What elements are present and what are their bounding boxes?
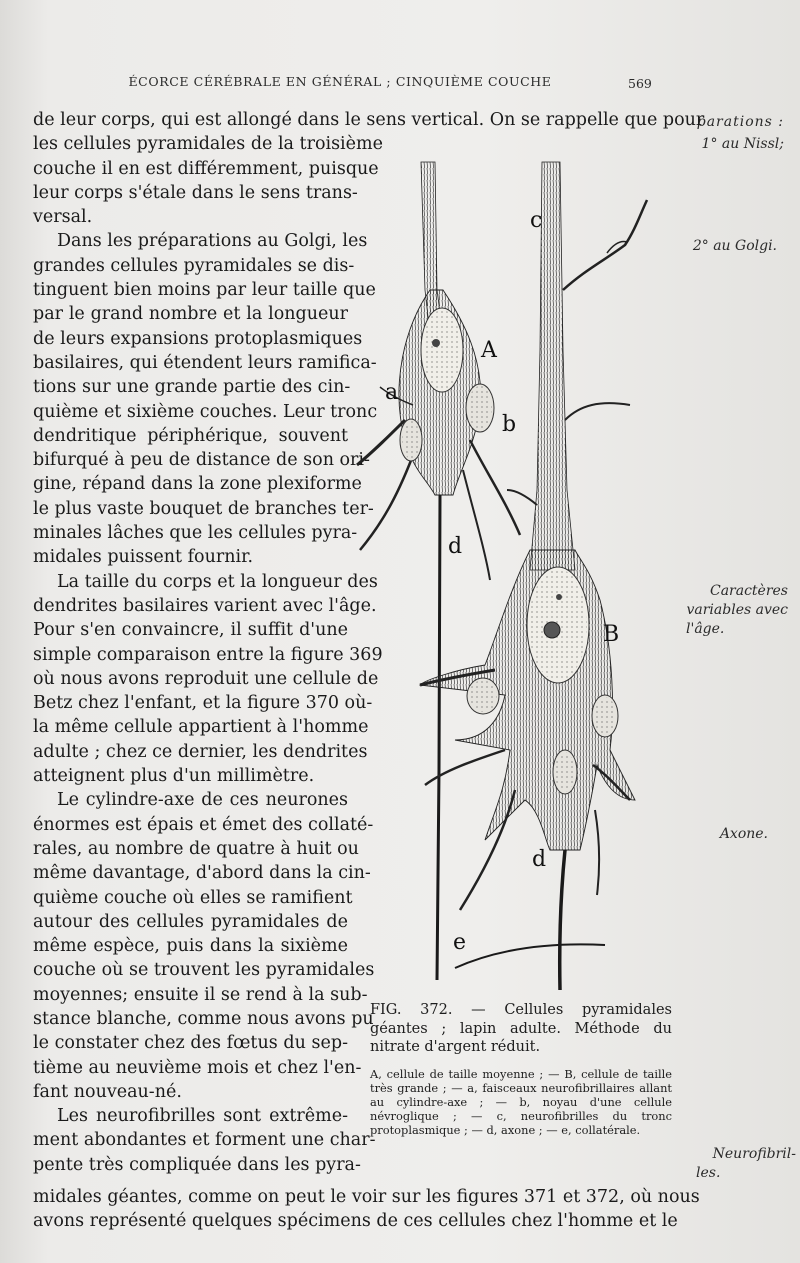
cell-b-axon bbox=[560, 850, 565, 990]
text-line: moyennes; ensuite il se rend à la sub- bbox=[33, 984, 368, 1005]
text-line: ment abondantes et forment une char- bbox=[33, 1130, 376, 1151]
margin-note-caracteres bbox=[672, 582, 788, 639]
text-line: couche où se trouvent les pyramidales bbox=[33, 960, 375, 981]
text-line: où nous avons reproduit une cellule de bbox=[33, 668, 379, 689]
text-line: Le cylindre-axe de ces neurones bbox=[57, 790, 348, 811]
margin-note-axone: Axone. bbox=[719, 826, 768, 842]
text-line: autour des cellules pyramidales de bbox=[33, 911, 348, 932]
text-line: bifurqué à peu de distance de son ori- bbox=[33, 450, 370, 471]
label-e: e bbox=[453, 930, 467, 955]
label-d-lower: d bbox=[532, 847, 547, 872]
text-line: Betz chez l'enfant, et la figure 370 où- bbox=[33, 693, 373, 714]
margin-note-nissl: 1° au Nissl; bbox=[701, 136, 784, 152]
text-line: énormes est épais et émet des collaté- bbox=[33, 814, 374, 835]
text-line: adulte ; chez ce dernier, les dendrites bbox=[33, 741, 368, 762]
text-line: le plus vaste bouquet de branches ter- bbox=[33, 498, 374, 519]
text-line: pente très compliquée dans les pyra- bbox=[33, 1154, 361, 1175]
text-line: couche il en est différemment, puisque bbox=[33, 158, 379, 179]
cell-b-branch bbox=[565, 403, 630, 420]
text-line: de leurs expansions protoplasmiques bbox=[33, 328, 363, 349]
text-line: dendrites basilaires varient avec l'âge. bbox=[33, 595, 377, 616]
text-line: tinguent bien moins par leur taille que bbox=[33, 280, 376, 301]
text-line: tions sur une grande partie des cin- bbox=[33, 377, 351, 398]
figure-372-illustration bbox=[345, 150, 675, 1000]
collateral bbox=[455, 944, 605, 968]
label-b: b bbox=[502, 412, 517, 437]
cell-a-axon bbox=[437, 495, 440, 980]
text-line: même davantage, d'abord dans la cin- bbox=[33, 863, 371, 884]
text-line: Les neurofibrilles sont extrême- bbox=[57, 1106, 348, 1127]
cell-b-dendrite bbox=[595, 810, 599, 895]
text-line: les cellules pyramidales de la troisième bbox=[33, 134, 383, 155]
text-line: le constater chez des fœtus du sep- bbox=[33, 1033, 348, 1054]
figure-legend: A, cellule de taille moyenne ; — B, cellule de taille très grande ; — a, faisceaux neurofibrillaires allant au cylindre-axe ; — b, noyau d'une cellule névroglique ; — c, neurofibrilles du tronc protoplasmique ; — d, axone ; — e, collatérale. bbox=[370, 1067, 672, 1137]
text-line: atteignent plus d'un millimètre. bbox=[33, 766, 315, 787]
label-B: B bbox=[603, 622, 620, 647]
text-line: Pour s'en convaincre, il suffit d'une bbox=[33, 620, 348, 641]
text-line: Dans les préparations au Golgi, les bbox=[57, 231, 368, 252]
neuron-drawing bbox=[345, 150, 675, 1000]
text-line: La taille du corps et la longueur des bbox=[57, 571, 378, 592]
text-line: leur corps s'étale dans le sens trans- bbox=[33, 182, 358, 203]
label-A: A bbox=[481, 338, 497, 363]
text-line: de leur corps, qui est allongé dans le sens vertical. On se rappelle que pour bbox=[33, 110, 705, 130]
label-d-upper: d bbox=[448, 534, 463, 559]
text-line: même espèce, puis dans la sixième bbox=[33, 936, 348, 957]
margin-note-line: Caractères bbox=[709, 583, 788, 599]
text-line: la même cellule appartient à l'homme bbox=[33, 717, 369, 738]
margin-note-line: les. bbox=[696, 1165, 721, 1181]
text-line: midales géantes, comme on peut le voir sur les figures 371 et 372, où nous bbox=[33, 1187, 700, 1207]
margin-note-golgi: 2° au Golgi. bbox=[692, 238, 777, 254]
margin-note-line: l'âge. bbox=[686, 621, 725, 637]
text-line: gine, répand dans la zone plexiforme bbox=[33, 474, 362, 495]
text-line: quième et sixième couches. Leur tronc bbox=[33, 401, 378, 422]
text-line: dendritique périphérique, souvent bbox=[33, 425, 348, 446]
text-line: minales lâches que les cellules pyra- bbox=[33, 523, 358, 544]
running-head: ÉCORCE CÉRÉBRALE EN GÉNÉRAL ; CINQUIÈME COUCHE bbox=[128, 74, 552, 89]
cell-a-dendrite bbox=[463, 470, 490, 580]
margin-note-line: variables avec bbox=[686, 602, 788, 618]
cell-a-dendrite bbox=[470, 440, 520, 535]
text-line: avons représenté quelques spécimens de ces cellules chez l'homme et le bbox=[33, 1211, 678, 1232]
body-first-line bbox=[33, 108, 705, 132]
text-line: basilaires, qui étendent leurs ramifica- bbox=[33, 352, 377, 373]
body-column bbox=[33, 132, 383, 1177]
margin-note-neurofibrilles bbox=[672, 1145, 796, 1183]
text-line: simple comparaison entre la figure 369 bbox=[33, 644, 383, 665]
label-a: a bbox=[385, 380, 399, 405]
text-line: quième couche où elles se ramifient bbox=[33, 887, 353, 908]
text-line: stance blanche, comme nous avons pu bbox=[33, 1008, 374, 1029]
cell-b-dendrite bbox=[425, 750, 505, 785]
cell-b-branch bbox=[563, 200, 647, 290]
figure-caption: FIG. 372. — Cellules pyramidales géantes ; lapin adulte. Méthode du nitrate d'argent réduit. bbox=[370, 1002, 672, 1055]
text-line: grandes cellules pyramidales se dis- bbox=[33, 255, 355, 276]
label-c: c bbox=[530, 208, 543, 233]
margin-note-parations: parations : bbox=[696, 114, 784, 130]
cell-a-dendrite bbox=[357, 420, 405, 465]
body-bottom bbox=[33, 1185, 700, 1234]
text-line: fant nouveau-né. bbox=[33, 1081, 182, 1102]
text-line: tième au neuvième mois et chez l'en- bbox=[33, 1057, 362, 1078]
text-line: rales, au nombre de quatre à huit ou bbox=[33, 838, 359, 859]
text-line: versal. bbox=[33, 207, 93, 228]
text-line: par le grand nombre et la longueur bbox=[33, 304, 348, 325]
cell-b-branch bbox=[507, 490, 537, 505]
text-line: midales puissent fournir. bbox=[33, 547, 254, 568]
cell-a-dendrite bbox=[360, 450, 415, 550]
margin-note-line: Neurofibril- bbox=[712, 1146, 796, 1162]
page-number: 569 bbox=[628, 76, 652, 91]
